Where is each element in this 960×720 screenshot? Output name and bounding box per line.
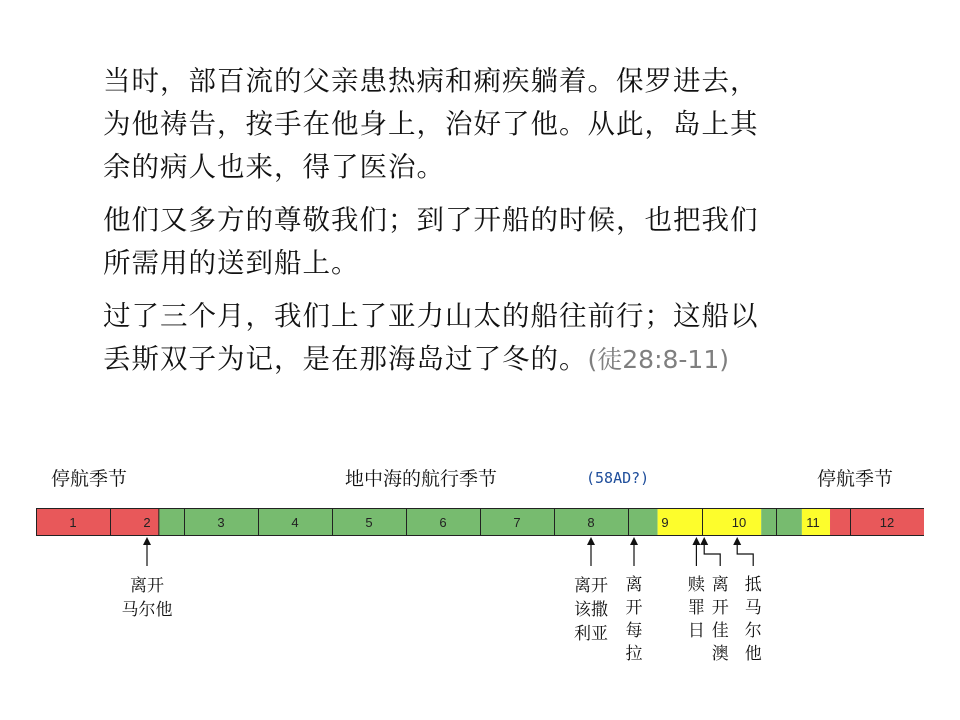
event-arrow — [143, 537, 151, 566]
event-label-line: 佳 — [711, 621, 729, 641]
month-label: 1 — [69, 515, 77, 530]
month-label: 9 — [661, 515, 669, 530]
event-arrow — [733, 537, 753, 566]
event-label-line: 罪 — [687, 598, 705, 618]
month-label: 7 — [513, 515, 521, 530]
season-label-closed-left: 停航季节 — [51, 468, 128, 490]
text-line: 余的病人也来，得了医治。 — [103, 151, 445, 183]
text-line: 所需用的送到船上。 — [103, 247, 360, 279]
event-label-line: 日 — [687, 621, 705, 641]
season-segment — [761, 508, 802, 536]
event-label-line: 离开 — [130, 576, 164, 596]
paragraph-1 — [103, 60, 903, 189]
event-label-line: 离开 — [574, 576, 608, 596]
month-timeline-bar — [36, 508, 924, 536]
event-arrow — [700, 537, 720, 566]
event-label — [623, 574, 645, 666]
month-label: 4 — [291, 515, 299, 530]
event-label-line: 开 — [711, 598, 729, 618]
month-label: 6 — [439, 515, 447, 530]
month-label: 12 — [879, 515, 895, 530]
text-line: 过了三个月，我们上了亚力山太的船往前行；这船以 — [103, 300, 759, 332]
event-label-line: 每 — [625, 621, 643, 641]
month-label: 11 — [806, 515, 820, 530]
event-label-line: 开 — [625, 598, 643, 618]
month-label: 5 — [365, 515, 373, 530]
event-label-line: 他 — [744, 644, 762, 664]
season-segment — [36, 508, 159, 536]
season-label-closed-right: 停航季节 — [817, 468, 894, 490]
event-label-line: 利亚 — [574, 624, 608, 644]
season-segment — [159, 508, 658, 536]
month-label: 2 — [143, 515, 151, 530]
text-line: 为他祷告，按手在他身上，治好了他。从此，岛上其 — [103, 108, 759, 140]
event-arrow — [587, 537, 595, 566]
event-label-line: 离 — [625, 575, 643, 595]
year-note: (58AD?) — [586, 469, 650, 487]
event-label — [685, 574, 707, 643]
event-label-line: 赎 — [687, 575, 705, 595]
text-line-content: 丢斯双子为记，是在那海岛过了冬的。 — [103, 343, 588, 375]
event-label-line: 马尔他 — [121, 600, 173, 620]
event-arrow — [692, 537, 700, 566]
event-arrow — [630, 537, 638, 566]
scripture-reference: (徒28:8-11) — [587, 345, 729, 374]
season-segment — [830, 508, 924, 536]
event-label-line: 该撒 — [574, 600, 608, 620]
event-label — [112, 574, 182, 622]
event-label-line: 抵 — [744, 575, 762, 595]
event-label-line: 离 — [711, 575, 729, 595]
event-label-line: 澳 — [711, 644, 729, 664]
event-label — [709, 574, 731, 666]
paragraph-3 — [103, 295, 903, 381]
text-line — [103, 338, 903, 381]
event-label — [556, 574, 626, 646]
scripture-text — [103, 60, 903, 391]
text-line: 他们又多方的尊敬我们；到了开船的时候，也把我们 — [103, 204, 759, 236]
event-label-line: 尔 — [744, 621, 762, 641]
paragraph-2 — [103, 199, 903, 285]
season-label-sailing: 地中海的航行季节 — [345, 468, 498, 490]
event-label-line: 马 — [744, 598, 762, 618]
event-label-line: 拉 — [625, 644, 643, 664]
month-label: 8 — [587, 515, 595, 530]
event-label — [742, 574, 764, 666]
text-line: 当时，部百流的父亲患热病和痢疾躺着。保罗进去， — [103, 65, 759, 97]
month-label: 10 — [731, 515, 747, 530]
month-label: 3 — [217, 515, 225, 530]
